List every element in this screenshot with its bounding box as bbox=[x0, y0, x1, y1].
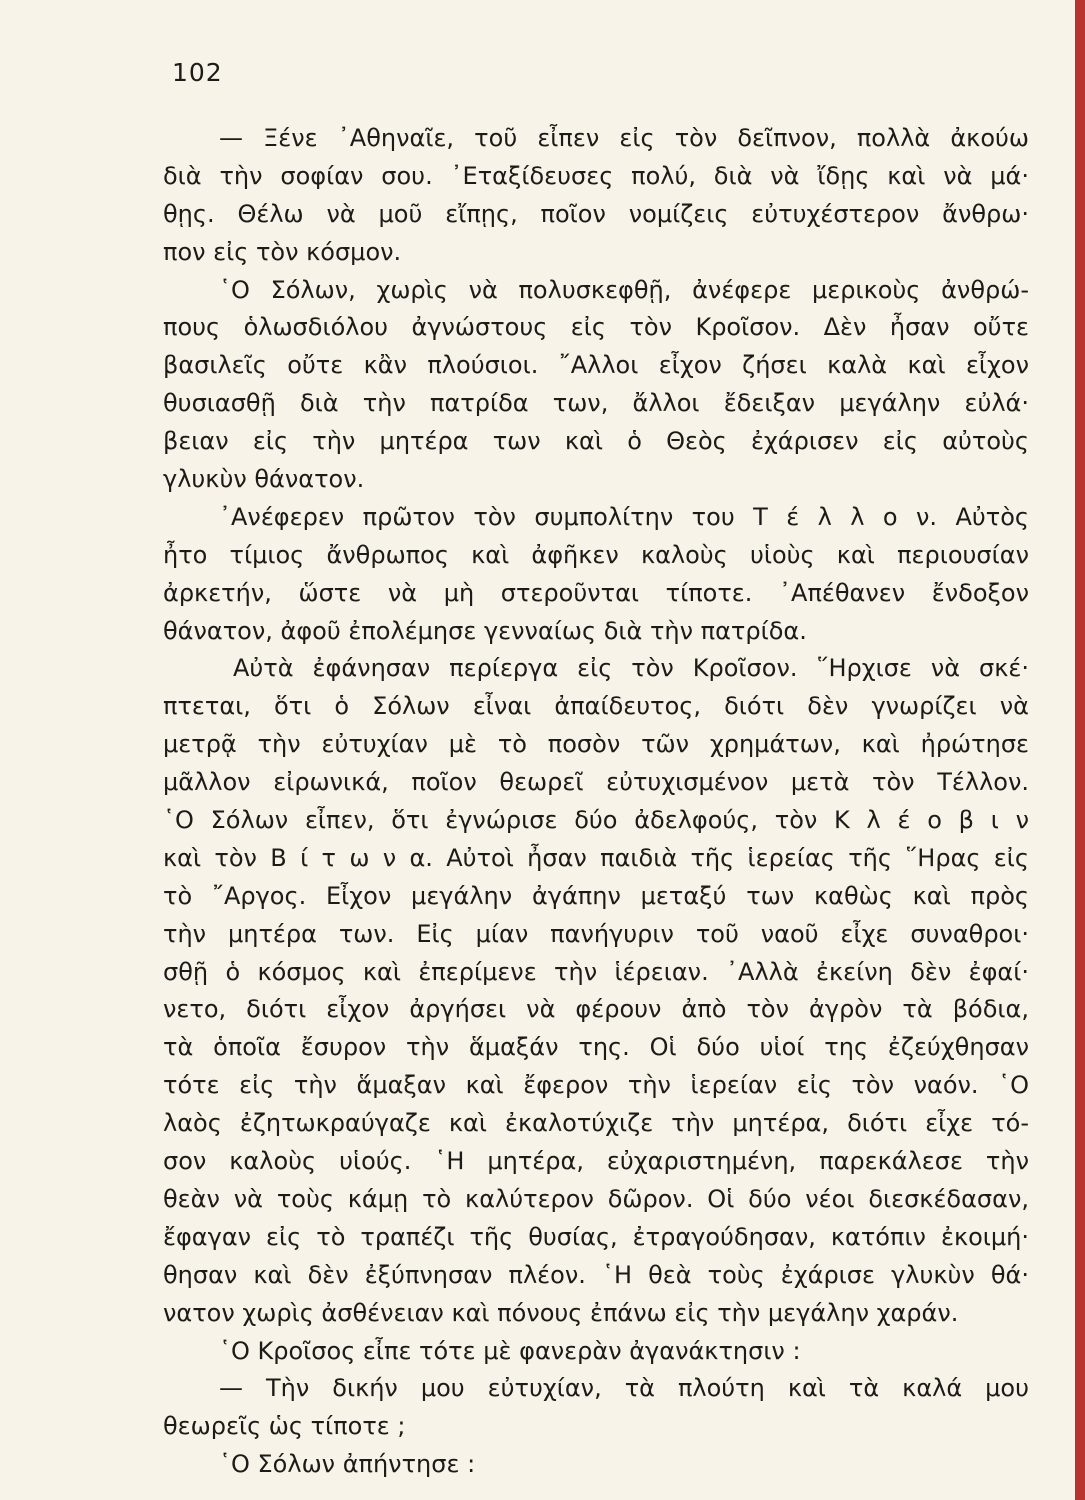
text-line: ῾Ο Σόλων εἶπεν, ὅτι ἐγνώρισε δύο ἀδελφούς, τὸν Κ λ έ ο β ι ν bbox=[163, 806, 1029, 835]
text-line: νατον χωρὶς ἀσθένειαν καὶ πόνους ἐπάνω εἰς τὴν μεγάλην χαράν. bbox=[163, 1298, 959, 1327]
text-line: θεὰν νὰ τοὺς κάμῃ τὸ καλύτερον δῶρον. Οἱ δύο νέοι διεσκέδασαν, bbox=[163, 1184, 1029, 1213]
text-line: τὴν μητέρα των. Εἰς μίαν πανήγυριν τοῦ ναοῦ εἶχε συναθροι· bbox=[163, 919, 1029, 948]
text-line: διὰ τὴν σοφίαν σου. ᾿Εταξίδευσες πολύ, διὰ νὰ ἴδῃς καὶ νὰ μά· bbox=[163, 161, 1029, 190]
text-line: τὰ ὁποῖα ἔσυρον τὴν ἅμαξάν της. Οἱ δύο υἱοί της ἐζεύχθησαν bbox=[163, 1033, 1029, 1062]
text-line: θάνατον, ἀφοῦ ἐπολέμησε γενναίως διὰ τὴν πατρίδα. bbox=[163, 616, 807, 645]
text-line: ῾Ο Σόλων ἀπήντησε : bbox=[219, 1450, 476, 1479]
text-line: νετο, διότι εἶχον ἀργήσει νὰ φέρουν ἀπὸ τὸν ἀγρὸν τὰ βόδια, bbox=[163, 995, 1029, 1024]
text-line: πους ὁλωσδιόλου ἀγνώστους εἰς τὸν Κροῖσον. Δὲν ἦσαν οὔτε bbox=[163, 313, 1029, 342]
text-line: πον εἰς τὸν κόσμον. bbox=[163, 237, 402, 266]
text-line: τότε εἰς τὴν ἅμαξαν καὶ ἔφερον τὴν ἱερείαν εἰς τὸν ναόν. ῾Ο bbox=[163, 1071, 1029, 1100]
text-line: μᾶλλον εἰρωνικά, ποῖον θεωρεῖ εὐτυχισμένον μετὰ τὸν Τέλλον. bbox=[163, 768, 1029, 797]
text-line: ἦτο τίμιος ἄνθρωπος καὶ ἀφῆκεν καλοὺς υἱοὺς καὶ περιουσίαν bbox=[163, 540, 1029, 569]
body-text bbox=[163, 120, 1029, 1484]
page-number: 102 bbox=[172, 58, 223, 87]
text-line: βασιλεῖς οὔτε κἂν πλούσιοι. ῎Αλλοι εἶχον ζήσει καλὰ καὶ εἶχον bbox=[163, 351, 1029, 380]
text-line: λαὸς ἐζητωκραύγαζε καὶ ἐκαλοτύχιζε τὴν μητέρα, διότι εἶχε τό- bbox=[163, 1109, 1029, 1138]
text-line: γλυκὺν θάνατον. bbox=[163, 465, 365, 494]
text-line: Αὐτὰ ἐφάνησαν περίεργα εἰς τὸν Κροῖσον. ῞Ηρχισε νὰ σκέ· bbox=[233, 654, 1029, 683]
text-line: ἔφαγαν εἰς τὸ τραπέζι τῆς θυσίας, ἐτραγούδησαν, κατόπιν ἐκοιμή· bbox=[163, 1222, 1029, 1251]
text-line: σθῇ ὁ κόσμος καὶ ἐπερίμενε τὴν ἱέρειαν. ᾿Αλλὰ ἐκείνη δὲν ἐφαί· bbox=[163, 957, 1029, 986]
text-line: — Ξένε ᾿Αθηναῖε, τοῦ εἶπεν εἰς τὸν δεῖπνον, πολλὰ ἀκούω bbox=[219, 124, 1029, 152]
text-line: τὸ ῎Αργος. Εἶχον μεγάλην ἀγάπην μεταξύ των καθὼς καὶ πρὸς bbox=[163, 881, 1029, 910]
text-line: ἀρκετήν, ὥστε νὰ μὴ στεροῦνται τίποτε. ᾿Απέθανεν ἔνδοξον bbox=[163, 578, 1029, 607]
text-line: ᾿Ανέφερεν πρῶτον τὸν συμπολίτην του Τ έ λ λ ο ν. Αὐτὸς bbox=[219, 502, 1029, 531]
text-line: μετρᾷ τὴν εὐτυχίαν μὲ τὸ ποσὸν τῶν χρημάτων, καὶ ἠρώτησε bbox=[163, 730, 1029, 759]
text-line: — Τὴν δικήν μου εὐτυχίαν, τὰ πλούτη καὶ τὰ καλά μου bbox=[219, 1374, 1029, 1403]
text-line: βειαν εἰς τὴν μητέρα των καὶ ὁ Θεὸς ἐχάρισεν εἰς αὐτοὺς bbox=[163, 427, 1029, 456]
text-line: σον καλοὺς υἱούς. ῾Η μητέρα, εὐχαριστημένη, παρεκάλεσε τὴν bbox=[163, 1147, 1029, 1176]
text-line: ῾Ο Σόλων, χωρὶς νὰ πολυσκεφθῇ, ἀνέφερε μερικοὺς ἀνθρώ- bbox=[219, 275, 1029, 304]
text-line: θυσιασθῇ διὰ τὴν πατρίδα των, ἄλλοι ἔδειξαν μεγάλην εὐλά· bbox=[163, 389, 1029, 418]
text-line: θεωρεῖς ὡς τίποτε ; bbox=[163, 1412, 406, 1441]
text-line: θῃς. Θέλω νὰ μοῦ εἴπῃς, ποῖον νομίζεις εὐτυχέστερον ἄνθρω· bbox=[163, 199, 1029, 228]
text-line: ῾Ο Κροῖσος εἶπε τότε μὲ φανερὰν ἀγανάκτησιν : bbox=[219, 1336, 801, 1365]
text-line: θησαν καὶ δὲν ἐξύπνησαν πλέον. ῾Η θεὰ τοὺς ἐχάρισε γλυκὺν θά· bbox=[163, 1260, 1029, 1289]
text-line: πτεται, ὅτι ὁ Σόλων εἶναι ἀπαίδευτος, διότι δὲν γνωρίζει νὰ bbox=[163, 692, 1029, 721]
text-line: καὶ τὸν Β ί τ ω ν α. Αὐτοὶ ἦσαν παιδιὰ τῆς ἱερείας τῆς ῞Ηρας εἰς bbox=[163, 843, 1029, 872]
